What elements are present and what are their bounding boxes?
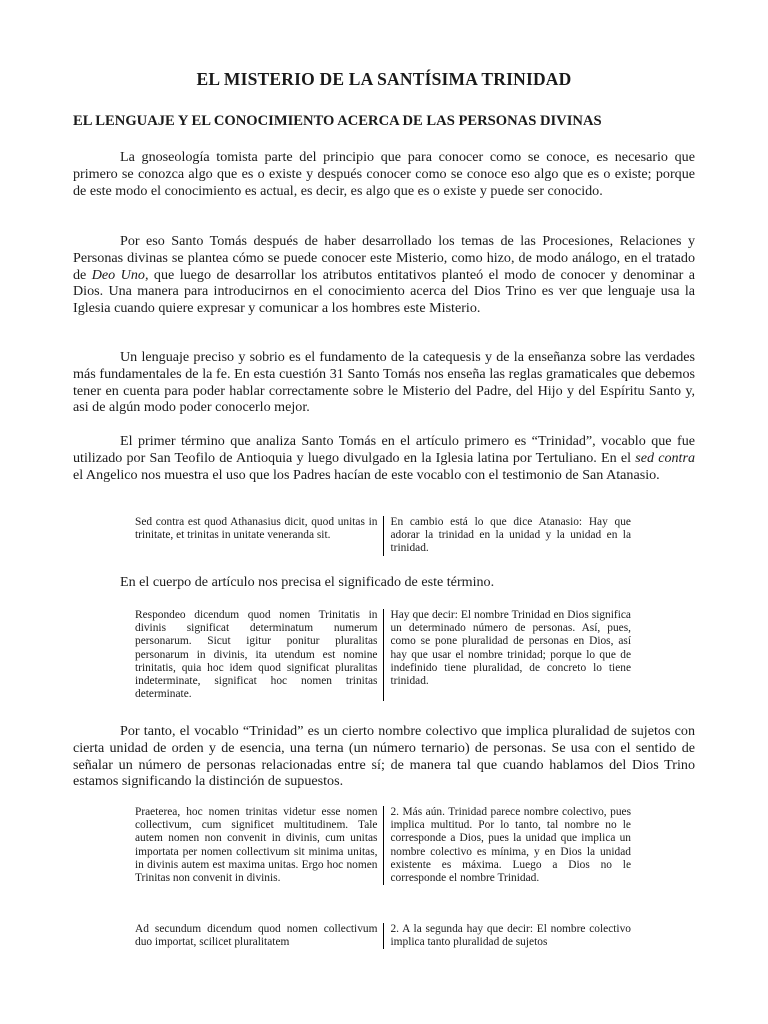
section-heading: EL LENGUAJE Y EL CONOCIMIENTO ACERCA DE LAS PERSONAS DIVINAS — [73, 113, 602, 129]
paragraph-4-text-a: El primer término que analiza Santo Tomás en el artículo primero es “Trinidad”, vocablo que fue utilizado por San Teofilo de Antioquia y luego divulgado en la Iglesia latina por Tertuliano. En el — [73, 433, 695, 466]
quote-1-spanish: En cambio está lo que dice Atanasio: Hay que adorar la trinidad en la unidad y la unidad en la trinidad. — [390, 516, 631, 555]
paragraph-4-text-b: el Angelico nos muestra el uso que los Padres hacían de este vocablo con el testimonio de San Atanasio. — [73, 466, 660, 483]
paragraph-6 — [73, 723, 695, 790]
quote-block-4 — [135, 923, 631, 949]
paragraph-1 — [73, 149, 695, 199]
quote-4-spanish: 2. A la segunda hay que decir: El nombre colectivo implica tanto pluralidad de sujetos — [390, 923, 631, 949]
quote-2-latin: Respondeo dicendum quod nomen Trinitatis in divinis significat determinatum numerum personarum. Sicut igitur ponitur pluralitas personarum in divinis, ita utendum est nomine trinitatis, quia hoc idem quod significat pluralitas indeterminate, significat hoc nomen trinitas determinate. — [135, 609, 384, 701]
quote-3-spanish: 2. Más aún. Trinidad parece nombre colectivo, pues implica multitud. Por lo tanto, tal nombre no le corresponde a Dios, pues la unidad que implica un nombre colectivo es mínima, y en Dios la unidad existente es máxima. Luego a Dios no le corresponde el nombre Trinidad. — [390, 806, 631, 885]
quote-4-latin: Ad secundum dicendum quod nomen collectivum duo importat, scilicet pluralitatem — [135, 923, 384, 949]
paragraph-4 — [73, 433, 695, 483]
quote-block-3 — [135, 806, 631, 885]
paragraph-5: En el cuerpo de artículo nos precisa el significado de este término. — [120, 574, 495, 590]
paragraph-1-text: La gnoseología tomista parte del principio que para conocer como se conoce, es necesario que primero se conozca algo que es o existe y después conocer como se conoce eso algo que es o existe; porque de este modo el conocimiento es actual, es decir, es algo que es o existe y puede ser conocido. — [73, 149, 695, 199]
quote-2-spanish: Hay que decir: El nombre Trinidad en Dios significa un determinado número de personas. Así, pues, como se pone pluralidad de personas en Dios, así hay que usar el nombre trinidad; porque lo que de indefinido tiene pluralidad, de concreto lo tiene trinidad. — [390, 609, 631, 688]
paragraph-2-text-a: Por eso Santo Tomás después de haber desarrollado los temas de las Procesiones, Relaciones y Personas divinas se plantea cómo se puede conocer este Misterio, como hizo, de modo análogo, en el tratado de — [73, 233, 695, 283]
quote-1-latin: Sed contra est quod Athanasius dicit, quod unitas in trinitate, et trinitas in unitate veneranda sit. — [135, 516, 384, 556]
document-title: EL MISTERIO DE LA SANTÍSIMA TRINIDAD — [196, 69, 572, 89]
paragraph-6-text: Por tanto, el vocablo “Trinidad” es un cierto nombre colectivo que implica pluralidad de sujetos con cierta unidad de orden y de esencia, una terna (un número ternario) de personas. Se usa con el sentido de señalar un número de personas relacionadas entre sí; de manera tal que cuando hablamos del Dios Trino estamos significando la distinción de supuestos. — [73, 723, 695, 790]
paragraph-3-text: Un lenguaje preciso y sobrio es el fundamento de la catequesis y de la enseñanza sobre las verdades más fundamentales de la fe. En esta cuestión 31 Santo Tomás nos enseña las reglas gramaticales que debemos tener en cuenta para poder hablar correctamente sobre le Misterio del Padre, del Hijo y del Espíritu Santo y, asi de algún modo poder conocerlo mejor. — [73, 349, 695, 416]
paragraph-2 — [73, 233, 695, 317]
paragraph-2-italic: Deo Uno — [91, 266, 145, 283]
quote-block-1 — [135, 516, 631, 556]
paragraph-4-italic: sed contra — [635, 449, 696, 466]
quote-block-2 — [135, 609, 631, 701]
paragraph-2-text-b: , que luego de desarrollar los atributos entitativos planteó el modo de conocer y denominar a Dios. Una manera para introducirnos en el conocimiento acerca del Dios Trino es ver que lenguaje usa la Iglesia cuando quiere expresar y comunicar a los hombres este Misterio. — [73, 266, 696, 317]
paragraph-3 — [73, 349, 695, 416]
quote-3-latin: Praeterea, hoc nomen trinitas videtur esse nomen collectivum, cum significet multitudinem. Tale autem nomen non convenit in divinis, cum unitas importata per nomen collectivum sit minima unitas, in divinis autem est maxima unitas. Ergo hoc nomen Trinitas non convenit in divinis. — [135, 806, 384, 885]
